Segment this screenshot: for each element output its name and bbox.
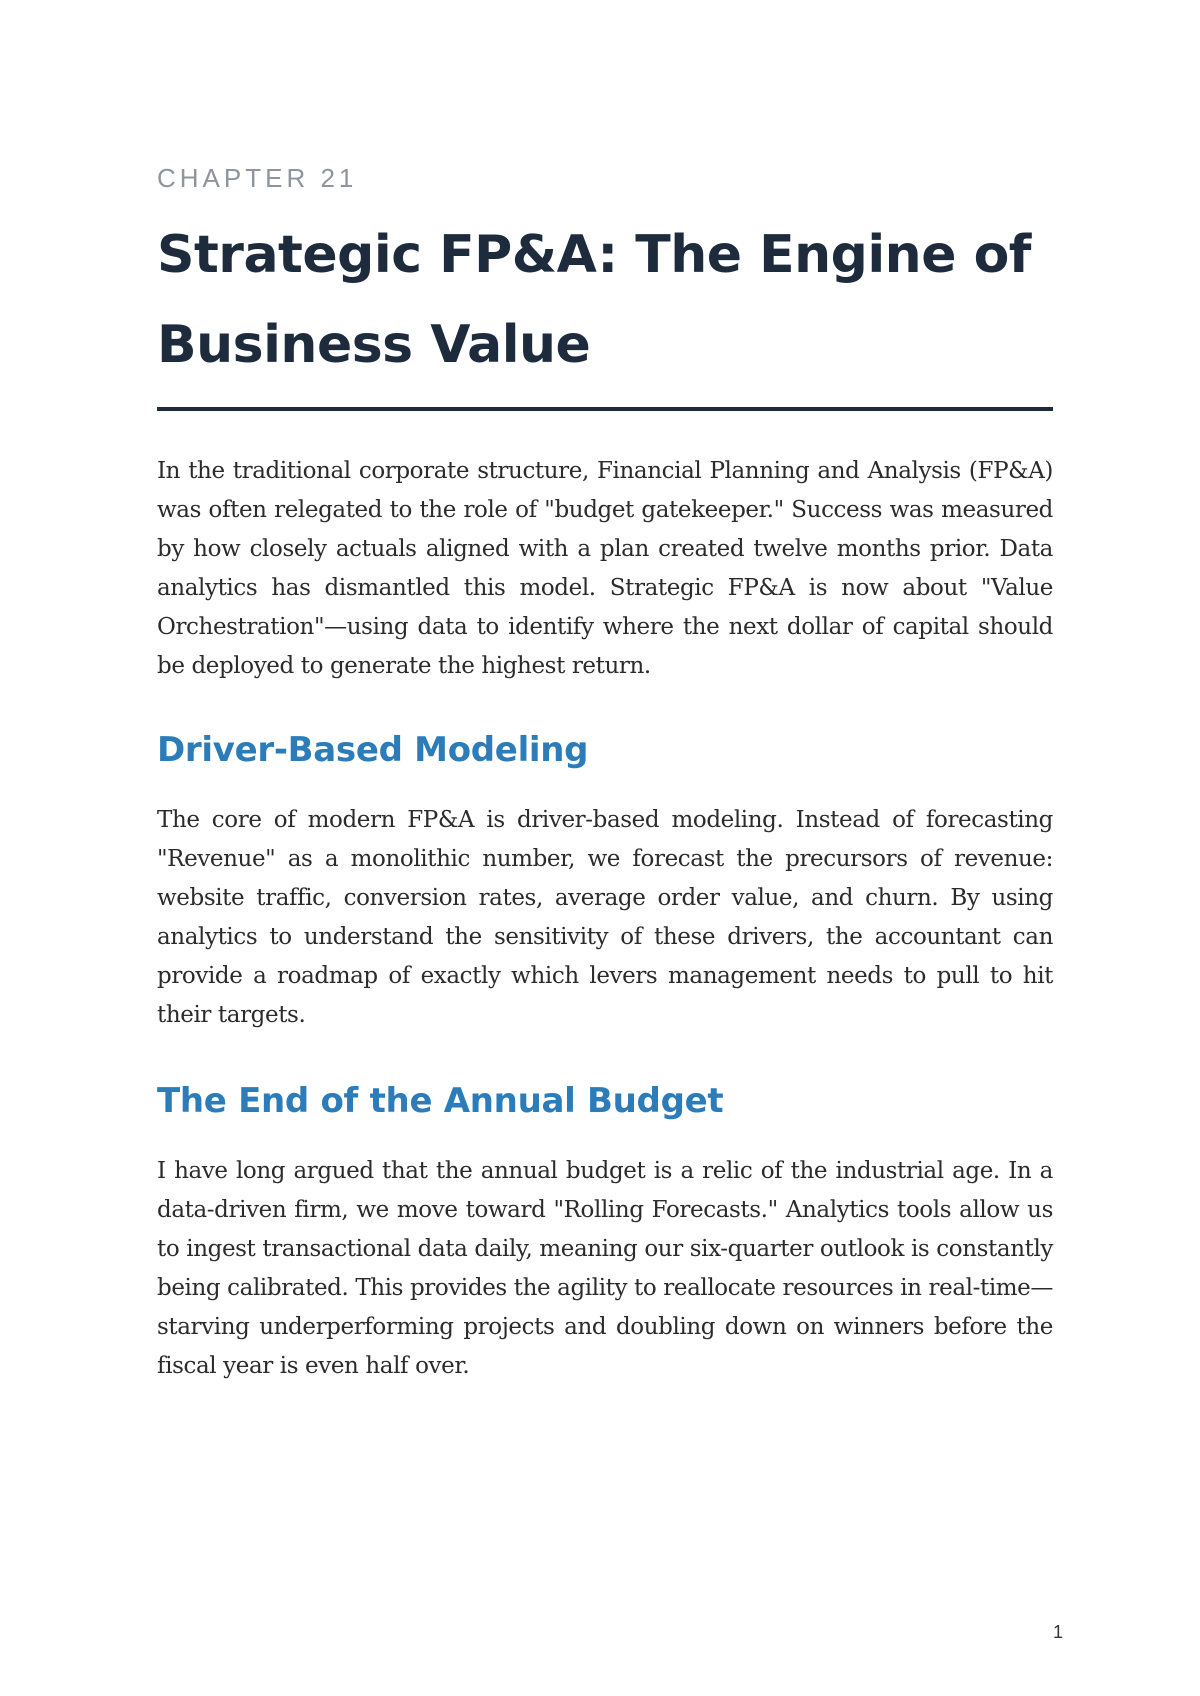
section-heading-end-of-annual-budget: The End of the Annual Budget — [157, 1081, 724, 1121]
chapter-label: CHAPTER 21 — [157, 163, 358, 193]
document-page — [157, 158, 1053, 1386]
section-paragraph-end-of-annual-budget: I have long argued that the annual budget is a relic of the industrial age. In a data-driven firm, we move toward "Rolling Forecasts." Analytics tools allow us to ingest transactional data daily, meaning our six-quarter outlook is constantly being calibrated. This provides the agility to reallocate resources in real-time—starving underperforming projects and doubling down on winners before the fiscal year is even half over. — [157, 1158, 1053, 1379]
section-paragraph-driver-based-modeling: The core of modern FP&A is driver-based modeling. Instead of forecasting "Revenue" as a monolithic number, we forecast the precursors of revenue: website traffic, conversion rates, average order value, and churn. By using analytics to understand the sensitivity of these drivers, the accountant can provide a roadmap of exactly which levers management needs to pull to hit their targets. — [157, 807, 1053, 1028]
title-divider — [157, 407, 1053, 411]
page-number: 1 — [1052, 1622, 1063, 1642]
chapter-title: Strategic FP&A: The Engine of Business Value — [157, 225, 1031, 375]
intro-paragraph: In the traditional corporate structure, Financial Planning and Analysis (FP&A) was often relegated to the role of "budget gatekeeper." Success was measured by how closely actuals aligned with a plan created twelve months prior. Data analytics has dismantled this model. Strategic FP&A is now about "Value Orchestration"—using data to identify where the next dollar of capital should be deployed to generate the highest return. — [157, 458, 1053, 679]
section-heading-driver-based-modeling: Driver-Based Modeling — [157, 730, 589, 770]
